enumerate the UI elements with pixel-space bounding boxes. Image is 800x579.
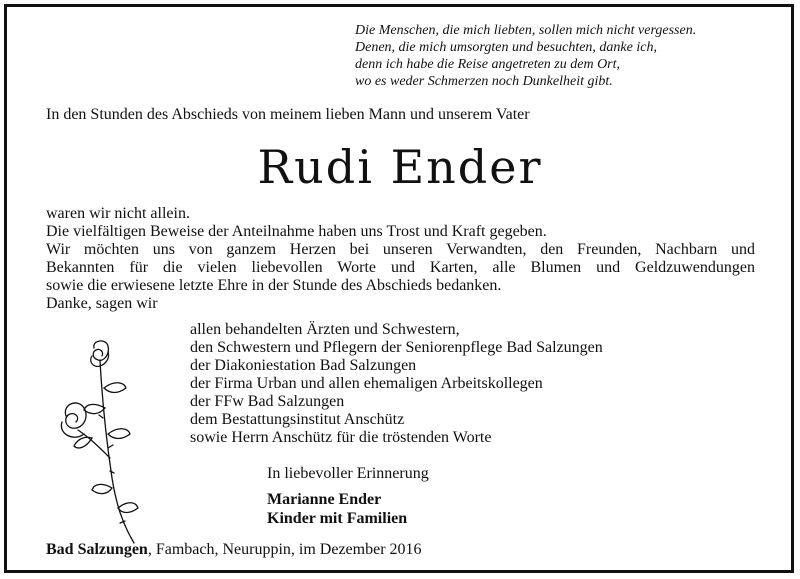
signers [267,490,407,528]
body-line: Die vielfältigen Beweise der Anteilnahme haben uns Trost und Kraft gegeben. [46,223,547,240]
thanks-item: der Diakoniestation Bad Salzungen [190,357,417,374]
thanks-item: dem Bestattungsinstitut Anschütz [190,411,405,428]
signer-name: Marianne Ender [267,491,382,508]
place-date-line [46,541,422,559]
body-line: waren wir nicht allein. [46,205,190,222]
memory-line: In liebevoller Erinnerung [267,465,429,482]
signer-name: Kinder mit Familien [267,510,408,527]
intro-text: In den Stunden des Abschieds von meinem lieben Mann und unserem Vater [46,106,530,123]
poem-line: denn ich habe die Reise angetreten zu dem Ort, [355,57,621,72]
poem-line: Die Menschen, die mich liebten, sollen mich nicht vergessen. [355,23,697,38]
poem-line: Denen, die mich umsorgten und besuchten, danke ich, [355,40,657,55]
poem-line: wo es weder Schmerzen noch Dunkelheit gibt. [355,74,613,89]
footer-rest: , Fambach, Neuruppin, im Dezember 2016 [147,541,422,558]
thanks-item: sowie Herrn Anschütz für die tröstenden Worte [190,429,492,446]
thanks-item: der FFw Bad Salzungen [190,393,345,410]
poem-block [355,22,696,90]
body-line: sowie die erwiesene letzte Ehre in der Stunde des Abschieds bedanken. [46,277,502,294]
rose-illustration-icon [56,338,140,548]
body-line: Bekannten für die vielen liebevollen Worte und Karten, alle Blumen und Geldzuwendungen [46,259,755,276]
body-line: Wir möchten uns von ganzem Herzen bei unseren Verwandten, den Freunden, Nachbarn und [46,241,755,258]
body-line: Danke, sagen wir [46,295,158,312]
thanks-item: allen behandelten Ärzten und Schwestern, [190,321,460,338]
deceased-name: Rudi Ender [257,140,543,194]
thanks-list [190,321,603,447]
footer-place: Bad Salzungen [46,541,148,558]
thanks-item: der Firma Urban und allen ehemaligen Arbeitskollegen [190,375,543,392]
body-text [46,205,755,313]
thanks-item: den Schwestern und Pflegern der Seniorenpflege Bad Salzungen [190,339,603,356]
